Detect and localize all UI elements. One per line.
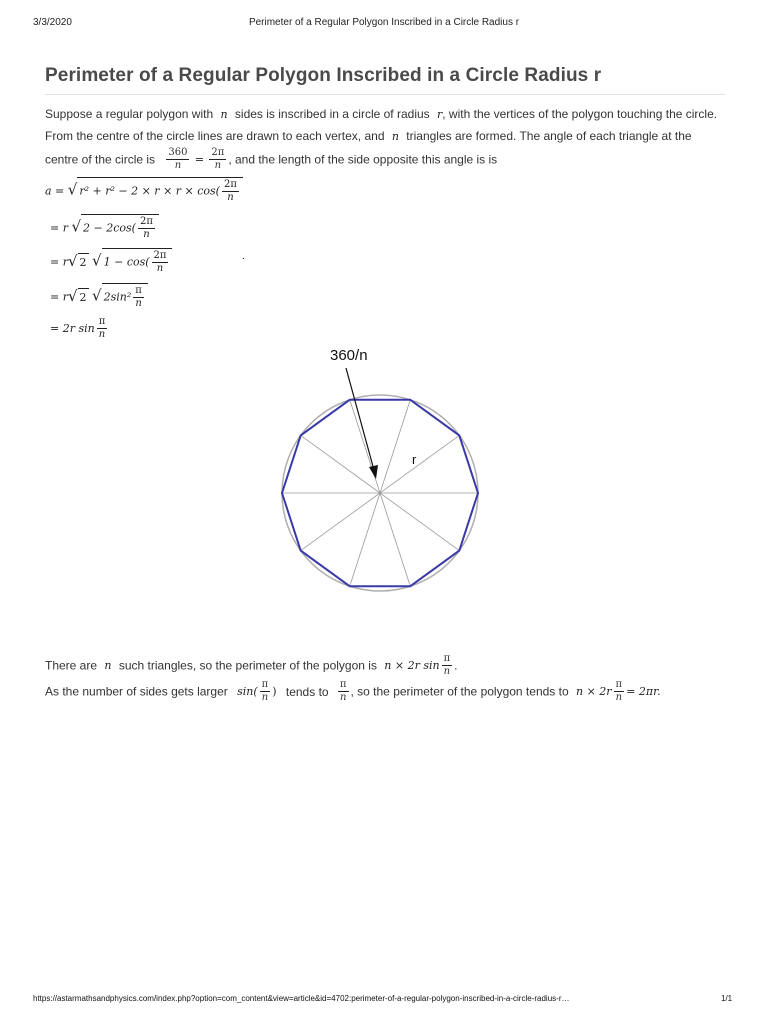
math-expression: = 2πr. [626, 685, 661, 698]
text: such triangles, so the perimeter of the polygon is [118, 658, 377, 673]
conclusion-line-1 [45, 654, 458, 677]
derivation-line-4 [50, 283, 148, 309]
print-date: 3/3/2020 [33, 17, 72, 28]
angle-arrow-head-icon [369, 465, 378, 479]
derivation-line-3 [50, 248, 172, 274]
numerator: 2π [211, 147, 225, 158]
text: From the centre of the circle lines are drawn to each vertex, and [45, 129, 385, 143]
text: There are [45, 658, 98, 673]
radius-spoke [350, 493, 380, 586]
radius-label: r [412, 452, 417, 467]
text: centre of the circle is [45, 152, 156, 167]
math-sin: sin( [237, 685, 258, 698]
radical-sign-icon: √ [92, 251, 102, 270]
intro-line-1 [45, 107, 717, 121]
print-page-number: 1/1 [721, 994, 733, 1003]
angle-arrow-shaft [346, 368, 374, 470]
text: , and the length of the side opposite this angle is is [228, 152, 498, 167]
print-footer-url: https://astarmathsandphysics.com/index.php?option=com_content&view=article&id=4702:perimeter-of-a-regular-polygon-inscribed-in-a-circle-radius-r… [33, 994, 570, 1003]
text: As the number of sides gets larger [45, 684, 228, 699]
text: tends to [285, 684, 329, 699]
math-n: n [391, 130, 399, 143]
square-root [68, 252, 89, 270]
angle-label: 360/n [330, 347, 368, 364]
denominator: n [615, 692, 623, 703]
square-root [68, 287, 89, 305]
denominator: n [174, 160, 182, 171]
math-r: r [437, 108, 443, 121]
radius-spoke [350, 400, 380, 493]
square-root [92, 283, 148, 309]
denominator: n [214, 160, 222, 171]
denominator: n [135, 298, 142, 309]
radical-sign-icon: √ [92, 286, 102, 305]
math-n: n [220, 108, 228, 121]
intro-line-3 [45, 148, 497, 171]
denominator: n [443, 666, 451, 677]
math-n: n [104, 659, 112, 672]
fraction [152, 251, 169, 274]
diagram-shapes [282, 368, 478, 591]
math-lhs: a = [45, 184, 65, 198]
fraction-360-over-n [166, 148, 189, 171]
text: sides is inscribed in a circle of radius [234, 107, 430, 121]
square-root [71, 214, 158, 240]
stray-dot: . [242, 252, 245, 262]
radicand: 2sin² [103, 290, 132, 304]
fraction [614, 680, 625, 703]
radical-sign-icon: √ [67, 251, 78, 270]
numerator: 360 [168, 147, 188, 158]
fraction [442, 654, 453, 677]
math-prefix: = r [50, 221, 68, 235]
radicand: 1 − cos( [103, 255, 150, 269]
denominator: n [261, 692, 269, 703]
radicand: 2 [79, 255, 87, 269]
radius-spoke [301, 493, 380, 551]
radius-spoke [301, 435, 380, 493]
text: , with the vertices of the polygon touching the circle. [442, 107, 718, 121]
polygon-diagram [270, 340, 490, 600]
math-prefix: = r [50, 290, 68, 304]
derivation-line-1 [45, 177, 243, 203]
denominator: n [339, 692, 347, 703]
equals-sign: = [194, 153, 205, 166]
text: , so the perimeter of the polygon tends to [350, 684, 569, 699]
radical-sign-icon: √ [71, 217, 82, 236]
numerator: 2π [223, 179, 237, 190]
numerator: π [615, 679, 623, 690]
math-expression: n × 2r sin [384, 659, 440, 672]
radius-spoke [380, 493, 459, 551]
intro-line-2 [45, 129, 692, 143]
numerator: π [261, 679, 269, 690]
denominator: n [98, 329, 106, 340]
fraction [138, 217, 155, 240]
numerator: π [339, 679, 347, 690]
text: triangles are formed. The angle of each triangle at the [406, 129, 692, 143]
math-prefix: = r [50, 255, 68, 269]
fraction [133, 286, 144, 309]
numerator: π [98, 316, 106, 327]
fraction [260, 680, 271, 703]
math-close-paren: ) [272, 685, 277, 698]
fraction [338, 680, 349, 703]
derivation-line-5 [50, 317, 109, 340]
math-prefix: = 2r sin [50, 322, 95, 335]
math-expression: n × 2r [575, 685, 612, 698]
square-root [92, 248, 172, 274]
fraction-2pi-over-n [209, 148, 226, 171]
radius-spoke [380, 493, 410, 586]
numerator: π [135, 285, 142, 296]
conclusion-line-2 [45, 680, 661, 703]
square-root [68, 177, 243, 203]
radical-sign-icon: √ [67, 180, 78, 199]
radicand: 2 [79, 290, 87, 304]
title-divider [45, 94, 725, 95]
denominator: n [156, 263, 164, 274]
derivation-line-2 [50, 214, 159, 240]
radicand: r² + r² − 2 × r × r × cos( [79, 184, 220, 198]
radical-sign-icon: √ [67, 286, 78, 305]
text: . [454, 658, 458, 673]
fraction [97, 317, 108, 340]
numerator: π [443, 653, 451, 664]
print-header-title: Perimeter of a Regular Polygon Inscribed in a Circle Radius r [248, 17, 520, 28]
radicand: 2 − 2cos( [83, 221, 136, 235]
numerator: 2π [139, 216, 153, 227]
fraction [222, 180, 239, 203]
radius-spoke [380, 400, 410, 493]
text: Suppose a regular polygon with [45, 107, 214, 121]
article-title: Perimeter of a Regular Polygon Inscribed in a Circle Radius r [45, 65, 602, 86]
numerator: 2π [153, 250, 167, 261]
radius-spoke [380, 435, 459, 493]
denominator: n [227, 192, 234, 203]
denominator: n [143, 229, 150, 240]
